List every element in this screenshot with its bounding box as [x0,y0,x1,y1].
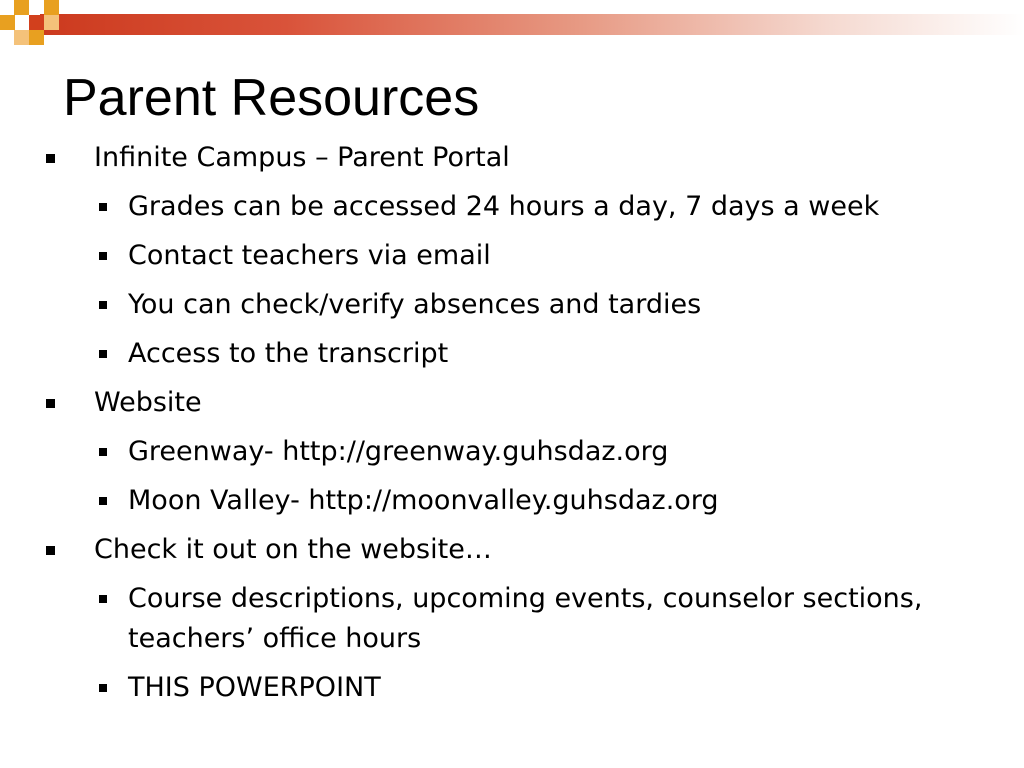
decor-square-icon [44,0,59,15]
square-bullet-icon [46,546,55,555]
square-bullet-icon [46,399,55,408]
sub-item: Grades can be accessed 24 hours a day, 7 days a week [128,191,880,222]
square-bullet-icon [99,301,107,309]
decor-square-icon [29,15,44,30]
list-item [0,432,1024,472]
square-bullet-icon [99,350,107,358]
list-item [0,187,1024,227]
sub-item[interactable]: Greenway- http://greenway.guhsdaz.org [128,436,669,467]
sub-item[interactable]: Moon Valley- http://moonvalley.guhsdaz.org [128,485,719,516]
list-item [0,236,1024,276]
square-bullet-icon [46,154,55,163]
sub-item: You can check/verify absences and tardies [128,289,702,320]
bullet-list [0,133,1024,708]
section-heading: Check it out on the website… [94,534,492,565]
list-item [0,530,1024,570]
decor-square-icon [14,0,29,15]
decor-square-icon [0,15,15,30]
list-item [0,668,1024,708]
list-item [0,334,1024,374]
square-bullet-icon [99,684,107,692]
decor-square-icon [29,30,44,45]
square-bullet-icon [99,497,107,505]
header-gradient-bar [40,14,1024,35]
decor-square-icon [14,30,29,45]
list-item [0,138,1024,178]
square-bullet-icon [99,252,107,260]
section-heading: Infinite Campus – Parent Portal [94,142,510,173]
slide-title: Parent Resources [63,69,480,127]
square-bullet-icon [99,448,107,456]
list-item [0,579,1024,659]
square-bullet-icon [99,203,107,211]
list-item [0,285,1024,325]
sub-item: Access to the transcript [128,338,449,369]
decor-square-icon [44,15,59,30]
sub-item: Course descriptions, upcoming events, counselor sections, teachers’ office hours [128,583,923,654]
sub-item: THIS POWERPOINT [128,672,381,703]
list-item [0,383,1024,423]
square-bullet-icon [99,595,107,603]
section-heading: Website [94,387,202,418]
list-item [0,481,1024,521]
sub-item: Contact teachers via email [128,240,491,271]
